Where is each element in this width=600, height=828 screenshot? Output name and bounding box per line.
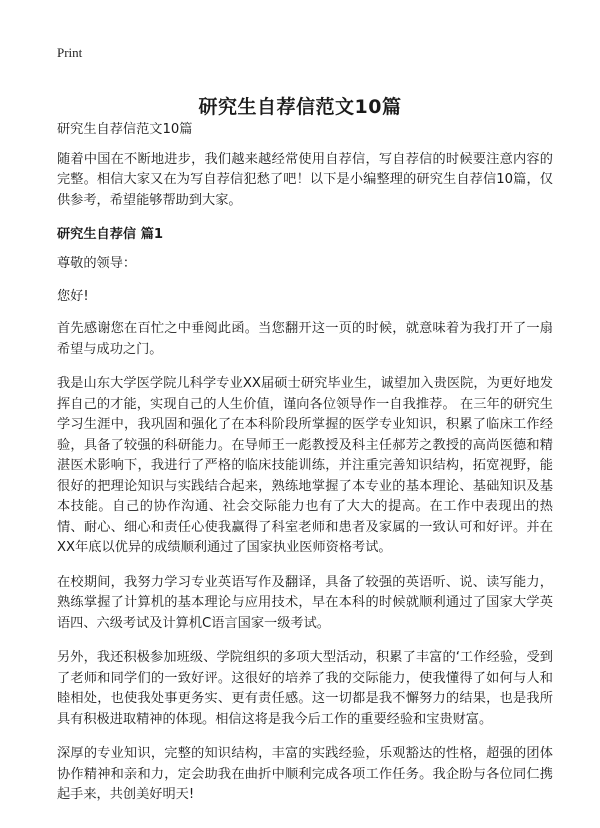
body-paragraph: 首先感谢您在百忙之中垂阅此函。当您翻开这一页的时候，就意味着为我打开了一扇希望与成功之门。 — [57, 321, 553, 357]
greeting: 您好! — [57, 288, 89, 304]
article-subtitle: 研究生自荐信范文10篇 — [57, 122, 193, 137]
body-paragraph: 我是山东大学医学院儿科学专业XX届硕士研究毕业生，诚望加入贵医院，为更好地发挥自己的才能，实现自己的人生价值，谨向各位领导作一自我推荐。 在三年的研究生学习生涯中，我巩固和强化了在本科阶段所掌握的医学专业知识，积累了临床工作经验，具备了较强的科研能力。在导师王一彪教授及科主任郝芳之教授的高尚医德和精湛医术影响下，我进行了严格的临床技能训练，并注重完善知识结构，拓宽视野，能很好的把理论知识与实践结合起来，熟练地掌握了本专业的基本理论、基础知识及基本技能。自己的协作沟通、社会交际能力也有了大大的提高。在工作中表现出的热情、耐心、细心和责任心使我赢得了科室老师和患者及家属的一致认可和好评。并在XX年底以优异的成绩顺利通过了国家执业医师资格考试。 — [57, 376, 553, 555]
section-heading: 研究生自荐信 篇1 — [57, 227, 164, 242]
page-title: 研究生自荐信范文10篇 — [198, 95, 402, 118]
intro-paragraph: 随着中国在不断地进步，我们越来越经常使用自荐信，写自荐信的时候要注意内容的完整。相信大家又在为写自荐信犯愁了吧！以下是小编整理的研究生自荐信10篇，仅供参考，希望能够帮助到大家。 — [57, 151, 553, 208]
salutation: 尊敬的领导： — [57, 256, 137, 271]
article-body — [57, 120, 553, 820]
body-paragraph: 另外，我还积极参加班级、学院组织的多项大型活动，积累了丰富的‘工作经验，受到了老师和同学们的一致好评。这很好的培养了我的交际能力，使我懂得了如何与人和睦相处，也使我处事更务实、更有责任感。这一切都是我不懈努力的结果，也是我所具有积极进取精神的体现。相信这将是我今后工作的重要经验和宝贵财富。 — [57, 650, 553, 727]
print-link[interactable]: Print — [57, 45, 83, 60]
body-paragraph: 在校期间，我努力学习专业英语写作及翻译，具备了较强的英语听、说、读写能力，熟练掌握了计算机的基本理论与应用技术，早在本科的时候就顺利通过了国家大学英语四、六级考试及计算机C语言国家一级考试。 — [57, 574, 553, 631]
body-paragraph: 深厚的专业知识，完整的知识结构，丰富的实践经验，乐观豁达的性格，超强的团体协作精神和亲和力，定会助我在曲折中顺利完成各项工作任务。我企盼与各位同仁携起手来，共创美好明天! — [57, 746, 553, 802]
